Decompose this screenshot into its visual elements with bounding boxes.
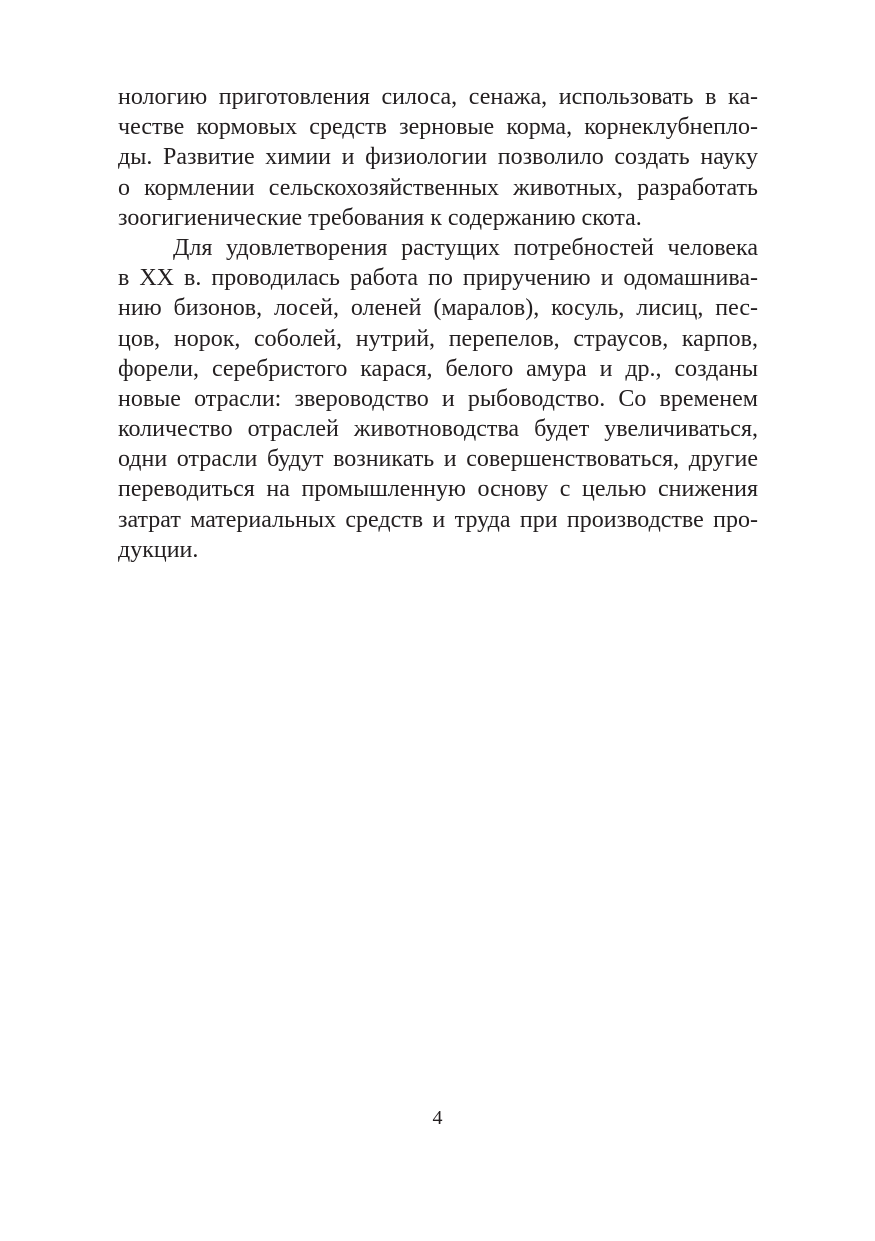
- text-line: форели, серебристого карася, белого амура и др., созданы: [118, 355, 758, 382]
- text-line: зоогигиенические требования к содержанию скота.: [118, 204, 642, 231]
- text-line: нологию приготовления силоса, сенажа, использовать в ка-: [118, 84, 758, 110]
- body-text: [118, 82, 758, 565]
- text-line: количество отраслей животноводства будет увеличиваться,: [118, 416, 758, 443]
- text-line: переводиться на промышленную основу с целью снижения: [118, 476, 758, 503]
- text-line: одни отрасли будут возникать и совершенствоваться, другие: [118, 446, 758, 473]
- text-line: цов, норок, соболей, нутрий, перепелов, страусов, карпов,: [118, 325, 758, 352]
- paragraph-1: [118, 82, 758, 233]
- paragraph-2: [118, 233, 758, 565]
- text-line: новые отрасли: звероводство и рыбоводство. Со временем: [118, 385, 758, 412]
- page-number: 4: [432, 1107, 443, 1129]
- text-line: дукции.: [118, 536, 199, 563]
- text-line: затрат материальных средств и труда при производстве про-: [118, 506, 758, 533]
- text-line: Для удовлетворения растущих потребностей человека: [173, 234, 758, 261]
- text-line: в XX в. проводилась работа по приручению и одомашнива-: [118, 265, 758, 292]
- text-line: о кормлении сельскохозяйственных животных, разработать: [118, 174, 758, 201]
- text-line: честве кормовых средств зерновые корма, корнеклубнепло-: [118, 114, 758, 141]
- text-line: нию бизонов, лосей, оленей (маралов), косуль, лисиц, пес-: [118, 295, 758, 322]
- text-line: ды. Развитие химии и физиологии позволило создать науку: [118, 144, 758, 171]
